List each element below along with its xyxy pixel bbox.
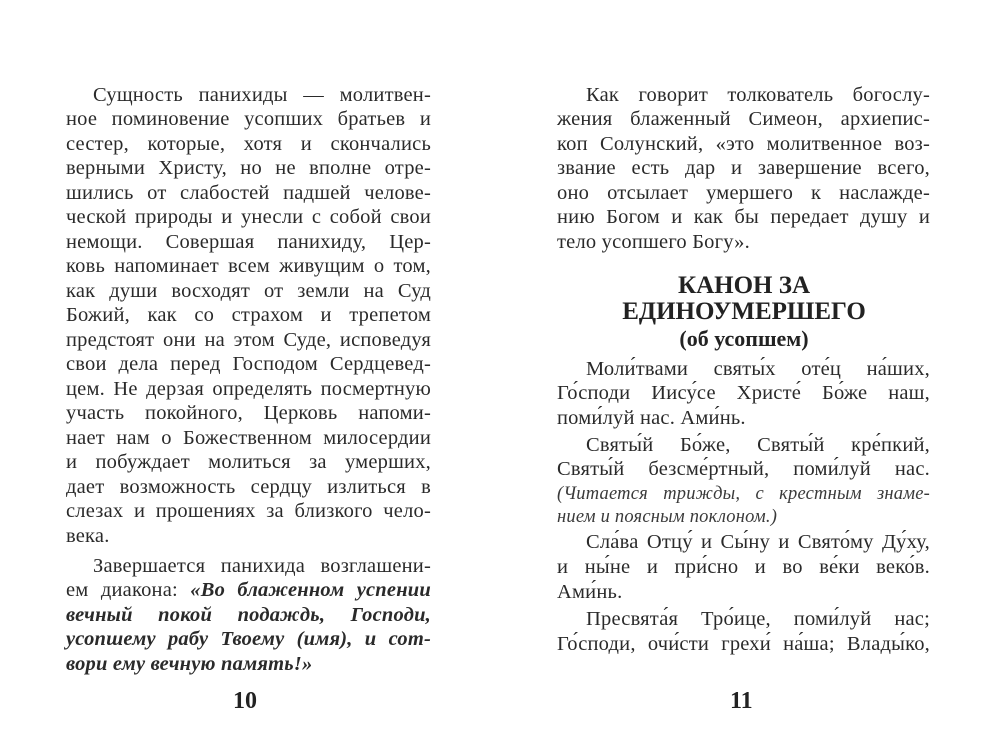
text-line: жения блаженный Симеон, архиепис- — [557, 108, 930, 130]
right-page — [500, 0, 1000, 730]
text-line: века. — [66, 525, 110, 547]
doxology-line: Пресвята́я Тро́ице, поми́луй нас; — [586, 608, 930, 630]
text-line: звание есть дар и завершение всего, — [557, 157, 930, 179]
text-line: верными Христу, но не вполне отре- — [66, 157, 431, 179]
doxology-line: Го́споди, очи́сти грехи́ на́ша; Влады́ко, — [557, 633, 930, 655]
closing-paragraph-line: Завершается панихида возглашени- — [93, 555, 431, 577]
text-line: коп Солунский, «это молитвенное воз- — [557, 133, 930, 155]
exclamation-line: вечный покой подаждь, Господи, — [66, 604, 431, 626]
text-line: свои дела перед Господом Сердцевед- — [66, 353, 431, 375]
text-line: ческой природы и унесли с собой свои — [66, 206, 431, 228]
closing-paragraph-line — [66, 578, 431, 602]
text-line: цем. Не дерзая определять посмертную — [66, 378, 431, 400]
prayer-line: Святы́й Бо́же, Святы́й кре́пкий, — [586, 434, 930, 456]
page-number: 11 — [730, 688, 753, 714]
text-line: шились от слабостей падшей челове- — [66, 182, 431, 204]
prayer-line: Святы́й безсме́ртный, поми́луй нас. — [557, 458, 930, 480]
text-line: Как говорит толкователь богослу- — [586, 84, 930, 106]
text-line: и побуждает молиться за умерших, — [66, 451, 431, 473]
rubric-line: нием и поясным поклоном.) — [557, 507, 778, 527]
doxology-line: Сла́ва Отцу́ и Сы́ну и Свято́му Ду́ху, — [586, 531, 930, 553]
canon-title-line-1: КАНОН ЗА — [677, 272, 811, 299]
plain-text: ем диакона: — [66, 579, 191, 601]
exclamation-line: усопшему рабу Твоему (имя), и сот- — [66, 628, 431, 650]
text-line: Божий, как со страхом и трепетом — [66, 304, 431, 326]
text-line: ковь напоминает всем живущим о том, — [66, 255, 431, 277]
canon-title-line-2: ЕДИНОУМЕРШЕГО — [622, 298, 866, 325]
exclamation-text: «Во блаженном успении — [190, 579, 431, 601]
text-line: слезах и прошениях за близкого чело- — [66, 500, 431, 522]
exclamation-line: вори ему вечную память!» — [66, 653, 313, 675]
page-number: 10 — [233, 688, 257, 714]
text-line: участь покойного, Церковь напоми- — [66, 402, 431, 424]
text-line: дает возможность сердцу излиться в — [66, 476, 431, 498]
text-line: нию Богом и как бы передает душу и — [557, 206, 930, 228]
text-line: ное поминовение усопших братьев и — [66, 108, 431, 130]
prayer-line: Го́споди Иису́се Христе́ Бо́же наш, — [557, 382, 930, 404]
canon-subtitle: (об усопшем) — [679, 326, 809, 351]
prayer-line: Моли́твами святы́х оте́ц на́ших, — [586, 358, 930, 380]
text-line: нает нам о Божественном милосердии — [66, 427, 431, 449]
text-line: тело усопшего Богу». — [557, 231, 750, 253]
text-line: предстоят они на этом Суде, исповедуя — [66, 329, 431, 351]
text-line: как души восходят от земли на Суд — [66, 280, 431, 302]
text-line: Сущность панихиды — молитвен- — [93, 84, 431, 106]
doxology-line: и ны́не и при́сно и во ве́ки веко́в. — [557, 556, 930, 578]
text-line: сестер, которые, хотя и скончались — [66, 133, 431, 155]
rubric-line: (Читается трижды, с крестным знаме- — [557, 484, 930, 504]
text-line: немощи. Совершая панихиду, Цер- — [66, 231, 431, 253]
doxology-line: Ами́нь. — [557, 581, 623, 603]
text-line: оно отсылает умершего к наслажде- — [557, 182, 930, 204]
prayer-line: поми́луй нас. Ами́нь. — [557, 407, 746, 429]
